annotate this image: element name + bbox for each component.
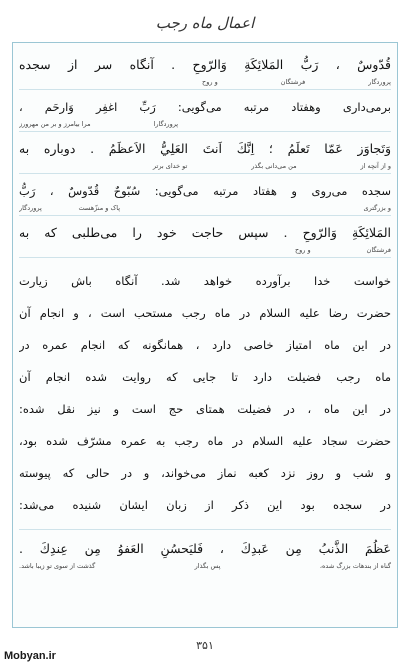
gloss: پاک و منزّهست <box>78 204 121 212</box>
gloss: فرشتگان <box>366 246 391 254</box>
gloss: و روح <box>294 246 311 254</box>
gloss: پروردگار <box>368 78 391 86</box>
page-number: ۳۵۱ <box>196 639 214 652</box>
gloss: مرا بیامرز و بر من مهرورز <box>19 120 91 128</box>
text-line: در این ماه ، در فضیلت همتای حج است و نیز نقل شده: <box>19 402 391 416</box>
gloss-row <box>19 203 391 214</box>
text-line: برمی‌داری وهفتاد مرتبه می‌گویی: رَبِّ اغفِر وَارحَم ، <box>19 100 391 114</box>
text-line: خواست خدا برآورده خواهد شد. آنگاه باش زیارت <box>19 274 391 288</box>
gloss: گذشت از سوی تو زیبا باشد. <box>19 562 96 570</box>
gloss: من می‌دانی بگذر <box>251 162 297 170</box>
text-line: قُدّوسٌ ، رَبُّ المَلائِكَةِ وَالرّوحِ . آنگاه سر از سجده <box>19 57 391 72</box>
gloss: تو خدای برتر <box>152 162 188 170</box>
site-brand: Mobyan.ir <box>4 650 56 662</box>
gloss: پروردگار <box>19 204 42 212</box>
text-line: و شب و روز نزد کعبه نماز می‌خواند، و در حالی که پیوسته <box>19 466 391 480</box>
separator <box>19 131 391 132</box>
page-title: اعمال ماه رجب <box>155 14 255 32</box>
gloss-row <box>19 77 391 88</box>
gloss-row <box>19 561 391 572</box>
text-line: در این ماه امتیاز خاصی دارد ، همانگونه که انجام عمره در <box>19 338 391 352</box>
gloss-row <box>19 119 391 130</box>
text-line: عَظُمَ الذَّنبُ مِن عَبدِكَ ، فَليَحسُنِ العَفوُ مِن عِندِكَ . <box>19 541 391 556</box>
text-line: حضرت رضا عليه السلام در ماه رجب مستحب است ، و انجام آن <box>19 306 391 320</box>
separator <box>19 215 391 216</box>
gloss: فرشتگان <box>280 78 306 86</box>
text-line: در سجده بود این ذکر از زبان ایشان شنیده می‌شد: <box>19 498 391 512</box>
separator <box>19 89 391 90</box>
gloss: پس بگذار <box>194 562 221 570</box>
gloss-row <box>19 245 391 256</box>
gloss: گناه از بندهات بزرگ شده، <box>319 562 391 570</box>
text-line: وَتَجاوَز عَمّا تَعلَمُ ؛ اِنَّكَ اَنتَ العَلِيُّ الاَعظَمُ . دوباره به <box>19 141 391 156</box>
gloss: و از آنچه از <box>360 162 391 170</box>
separator <box>19 257 391 258</box>
text-line: حضرت سجاد عليه السلام در ماه رجب به عمره مشرّف شده بود، <box>19 434 391 448</box>
gloss: و بزرگتری <box>363 204 391 212</box>
gloss: پروردگارا <box>153 120 179 128</box>
text-line: المَلائِكَةِ وَالرّوحِ . سپس حاجت خود را می‌طلبی که به <box>19 225 391 240</box>
gloss: و روح <box>202 78 218 86</box>
text-line: ماه رجب فضیلت دارد تا جایی که روایت شده انجام آن <box>19 370 391 384</box>
text-frame <box>12 42 398 628</box>
text-line: سجده می‌روی و هفتاد مرتبه می‌گویی: سُبّوحٌ قُدّوسٌ ، رَبُّ <box>19 184 391 198</box>
separator <box>19 529 391 530</box>
gloss-row <box>19 161 391 172</box>
separator <box>19 173 391 174</box>
